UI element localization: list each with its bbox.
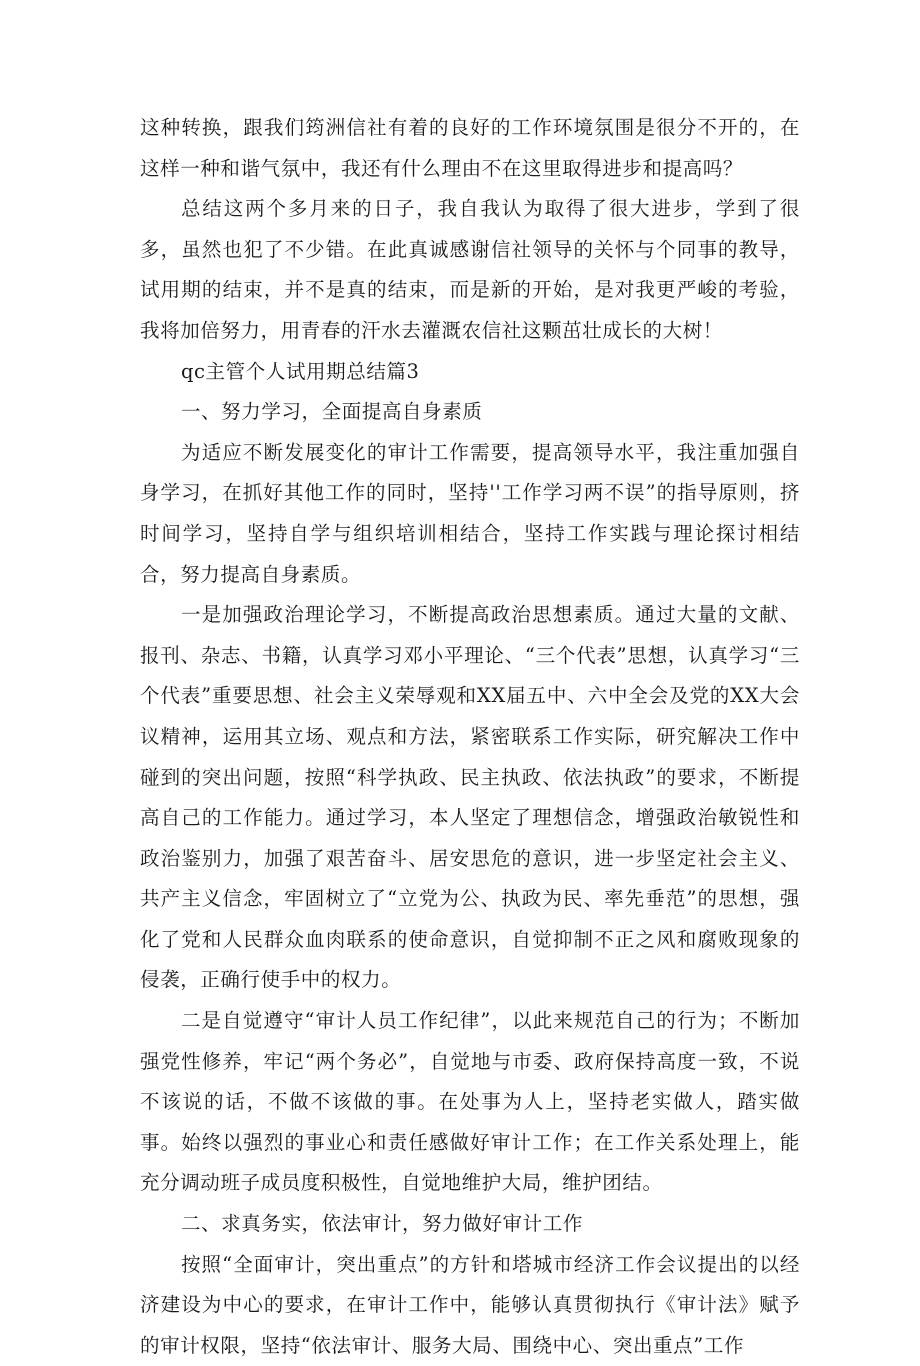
section-title: qc主管个人试用期总结篇3 xyxy=(180,359,420,383)
paragraph-summary: 总结这两个多月来的日子，我自我认为取得了很大进步，学到了很多，虽然也犯了不少错。在此真诚感谢信社领导的关怀与个同事的教导，试用期的结束，并不是真的结束，而是新的开始，是对我更严峻的考验，我将加倍努力，用青春的汗水去灌溉农信社这颗茁壮成长的大树！ xyxy=(140,197,800,342)
paragraph-discipline: 二是自觉遵守“审计人员工作纪律”，以此来规范自己的行为；不断加强党性修养，牢记“两个务必”，自觉地与市委、政府保持高度一致，不说不该说的话，不做不该做的事。在处事为人上，坚持老实做人，踏实做事。始终以强烈的事业心和责任感做好审计工作；在工作关系处理上，能充分调动班子成员度积极性，自觉地维护大局，维护团结。 xyxy=(140,1009,800,1195)
paragraph-political-theory: 一是加强政治理论学习，不断提高政治思想素质。通过大量的文献、报刊、杂志、书籍，认真学习邓小平理论、“三个代表”思想，认真学习“三个代表”重要思想、社会主义荣辱观和XX届五中、六中全会及党的XX大会议精神，运用其立场、观点和方法，紧密联系工作实际，研究解决工作中碰到的突出问题，按照“科学执政、民主执政、依法执政”的要求，不断提高自己的工作能力。通过学习，本人坚定了理想信念，增强政治敏锐性和政治鉴别力，加强了艰苦奋斗、居安思危的意识，进一步坚定社会主义、共产主义信念，牢固树立了“立党为公、执政为民、率先垂范”的思想，强化了党和人民群众血肉联系的使命意识，自觉抑制不正之风和腐败现象的侵袭，正确行使手中的权力。 xyxy=(140,603,800,992)
heading-study: 一、努力学习，全面提高自身素质 xyxy=(180,400,483,424)
paragraph-audit: 按照“全面审计，突出重点”的方针和塔城市经济工作会议提出的以经济建设为中心的要求，在审计工作中，能够认真贯彻执行《审计法》赋予的审计权限，坚持“依法审计、服务大局、围绕中心、突出重点”工作 xyxy=(140,1252,800,1357)
paragraph-study: 为适应不断发展变化的审计工作需要，提高领导水平，我注重加强自身学习，在抓好其他工作的同时，坚持''工作学习两不误”的指导原则，挤时间学习，坚持自学与组织培训相结合，坚持工作实践与理论探讨相结合，努力提高自身素质。 xyxy=(140,440,800,586)
paragraph-continuation: 这种转换，跟我们筠洲信社有着的良好的工作环境氛围是很分不开的，在这样一种和谐气氛中，我还有什么理由不在这里取得进步和提高吗？ xyxy=(140,116,800,180)
heading-audit: 二、求真务实，依法审计，努力做好审计工作 xyxy=(180,1212,583,1236)
document-body xyxy=(140,108,800,1366)
